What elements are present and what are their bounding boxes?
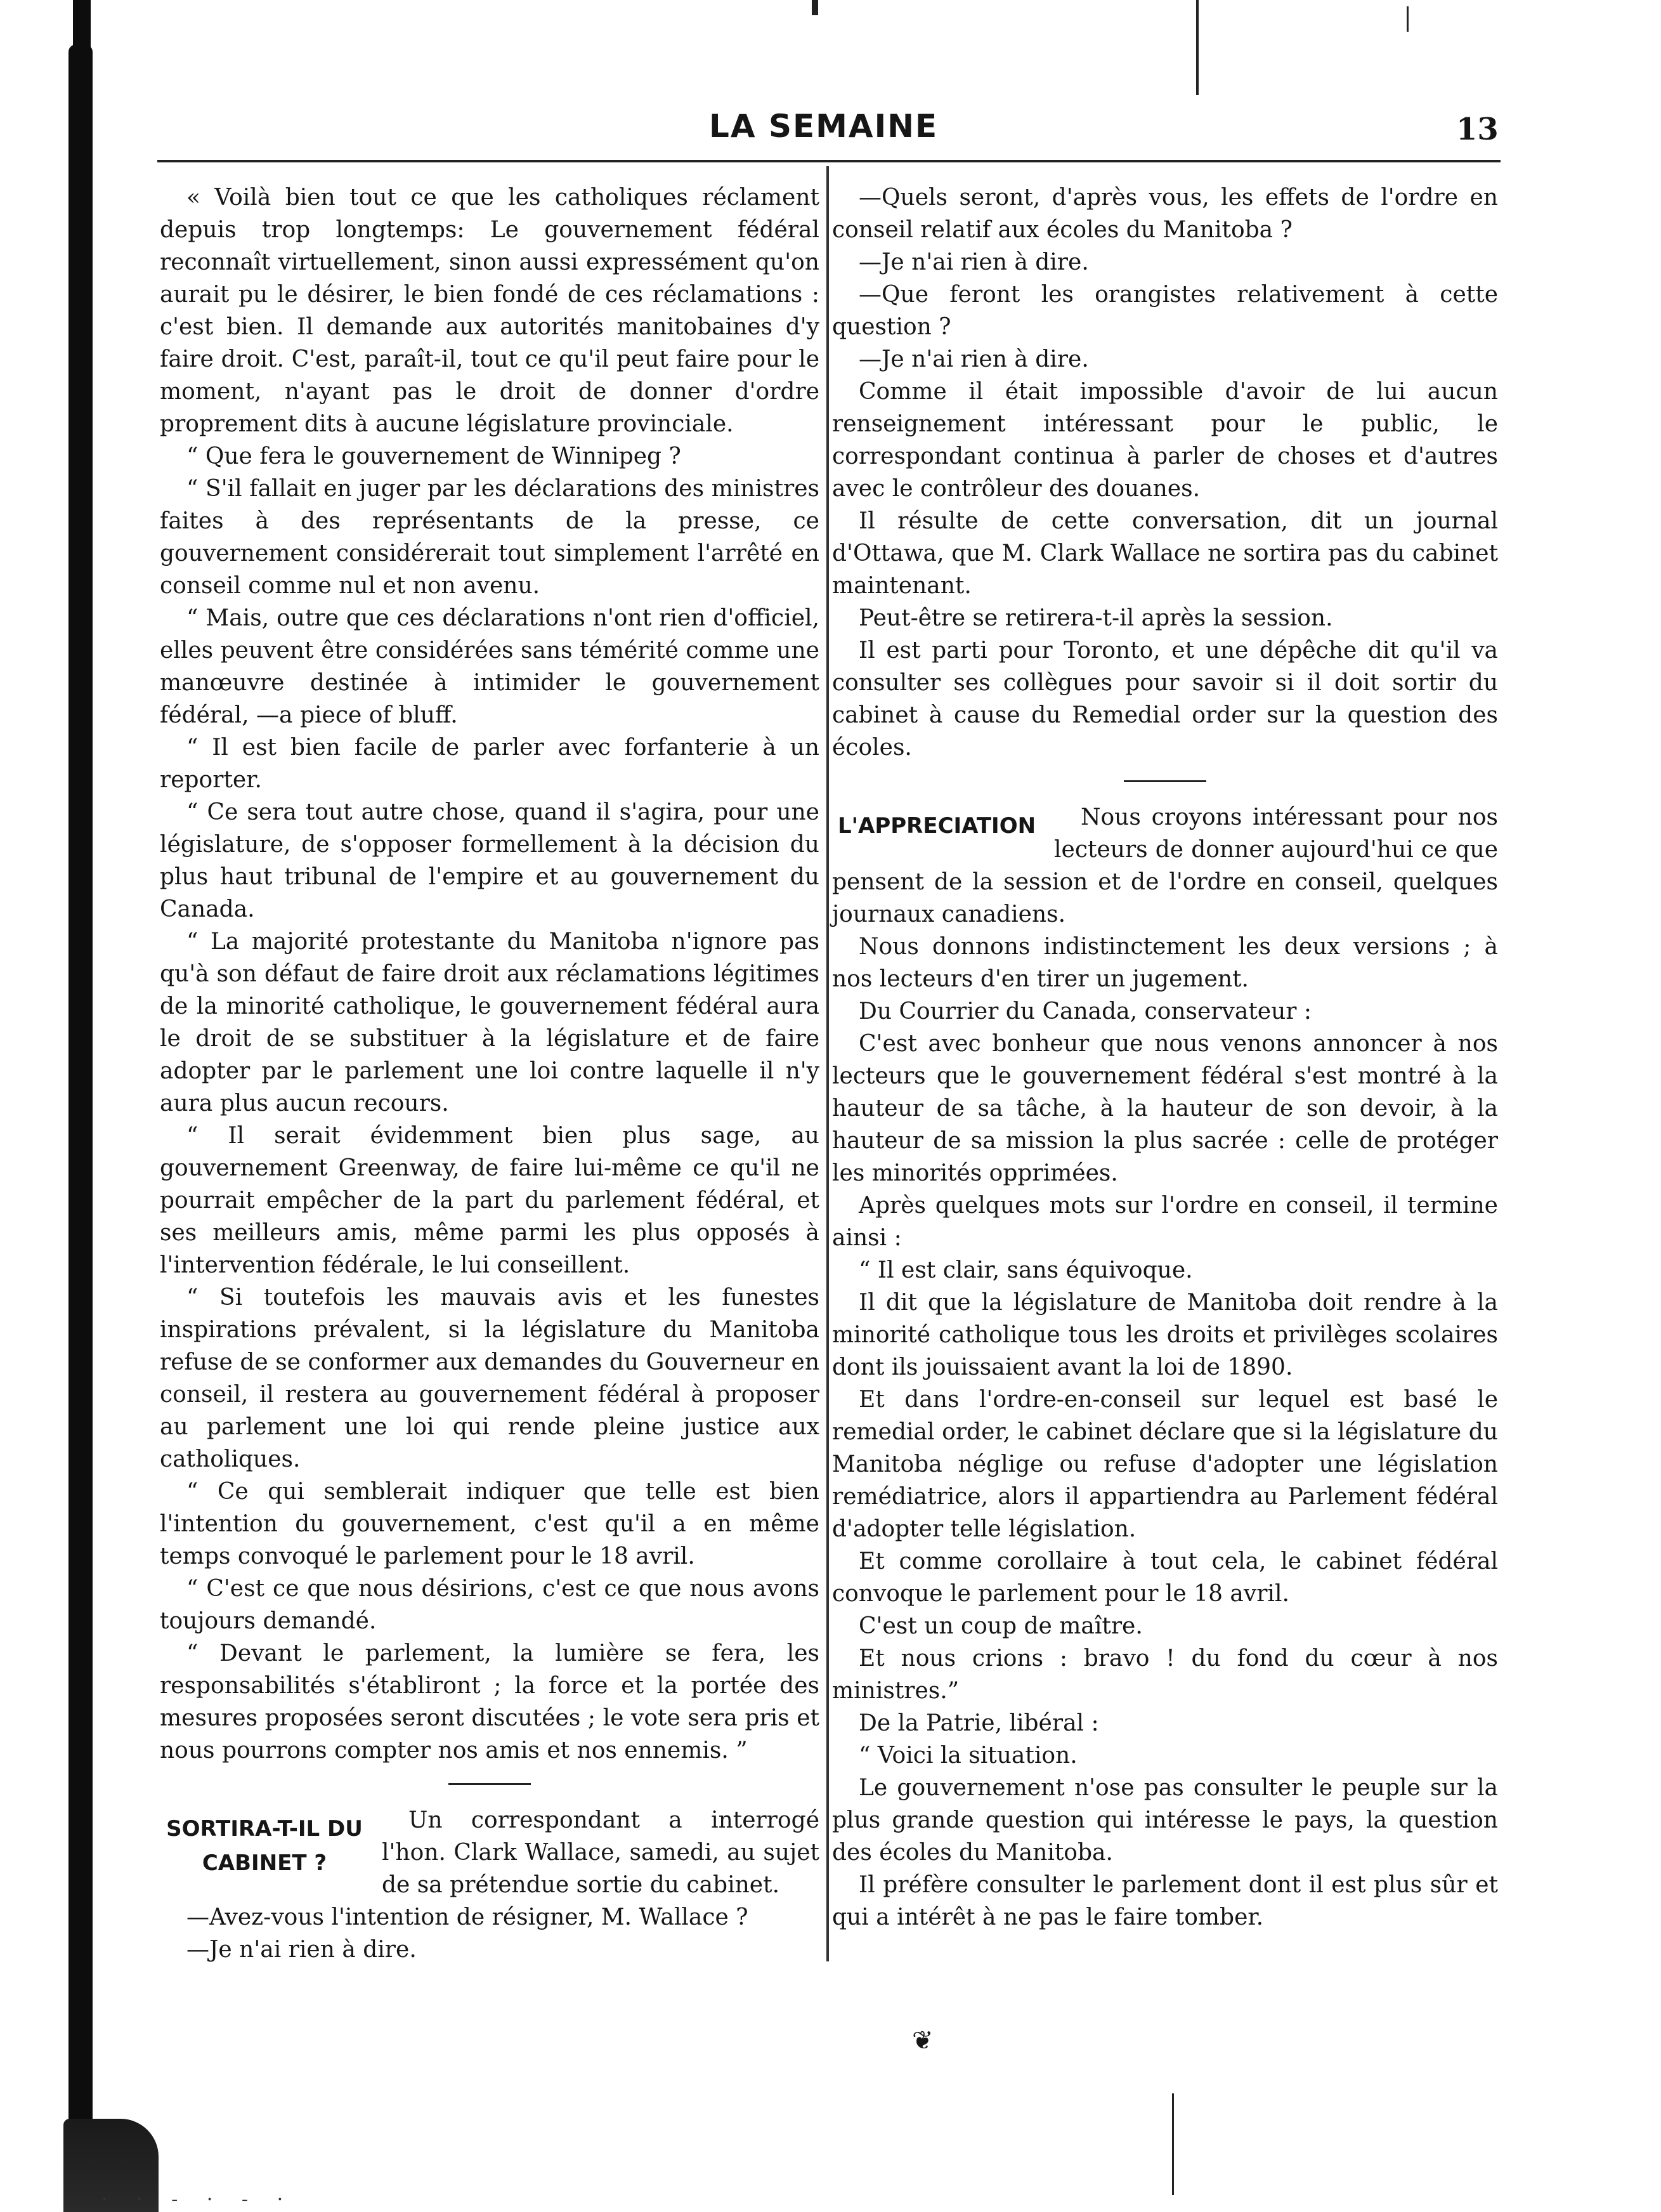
article-paragraph: —Quels seront, d'après vous, les effets de l'ordre en conseil relatif aux écoles du Manitoba ? [832, 185, 1498, 243]
article-paragraph: Peut-être se retirera-t-il après la session. [859, 605, 1333, 631]
article-paragraph: “ Il serait évidemment bien plus sage, au gouvernement Greenway, de faire lui-même ce qu'il ne pourrait empêcher de la part du parlement fédéral, et ses meilleurs amis, même parmi les plus opposés à l'intervention fédérale, le lui conseillent. [160, 1123, 819, 1278]
article-paragraph: Et nous crions : bravo ! du fond du cœur à nos ministres.” [832, 1646, 1498, 1704]
article-paragraph: Et comme corollaire à tout cela, le cabinet fédéral convoque le parlement pour le 18 avril. [832, 1548, 1498, 1607]
article-paragraph: « Voilà bien tout ce que les catholiques réclament depuis trop longtemps: Le gouvernement fédéral reconnaît virtuellement, sinon aussi expressément qu'on aurait pu le désirer, le bien fondé de ces réclamations : c'est bien. Il demande aux autorités manitobaines d'y faire droit. C'est, paraît-il, tout ce qu'il peut faire pour le moment, n'ayant pas le droit de donner d'ordre proprement dits à aucune législature provinciale. [160, 185, 819, 437]
article-paragraph: —Je n'ai rien à dire. [859, 346, 1089, 372]
article-paragraph: “ S'il fallait en juger par les déclarations des ministres faites à des représentants de la presse, ce gouvernement considérerait tout simplement l'arrêté en conseil comme nul et non avenu. [160, 476, 819, 599]
article-paragraph: Il est parti pour Toronto, et une dépêche dit qu'il va consulter ses collègues pour savoir si il doit sortir du cabinet à cause du Remedial order sur la question des écoles. [832, 638, 1498, 761]
article-paragraph: “ Voici la situation. [859, 1743, 1078, 1769]
article-paragraph: Comme il était impossible d'avoir de lui aucun renseignement intéressant pour le public, le correspondant continua à parler de choses et d'autres avec le contrôleur des douanes. [832, 379, 1498, 502]
article-paragraph: “ Que fera le gouvernement de Winnipeg ? [186, 443, 681, 469]
article-paragraph: C'est avec bonheur que nous venons annoncer à nos lecteurs que le gouvernement fédéral s'est montré à la hauteur de sa tâche, à la hauteur de son devoir, à la hauteur de sa mission la plus sacrée : celle de protéger les minorités opprimées. [832, 1031, 1498, 1186]
article-paragraph: “ Devant le parlement, la lumière se fera, les responsabilités s'établiront ; la force et la portée des mesures proposées seront discutées ; le vote sera pris et nous pourrons compter nos amis et nos ennemis. ” [160, 1640, 819, 1764]
article-paragraph: “ C'est ce que nous désirions, c'est ce que nous avons toujours demandé. [160, 1576, 819, 1634]
article-paragraph: “ Mais, outre que ces déclarations n'ont rien d'officiel, elles peuvent être considérées sans témérité comme une manœuvre destinée à intimider le gouvernement fédéral, —a piece of bluff. [160, 605, 819, 728]
article-paragraph: Un correspondant a interrogé l'hon. Clark Wallace, samedi, au sujet de sa prétendue sortie du cabinet. [382, 1807, 819, 1898]
article-paragraph: Et dans l'ordre-en-conseil sur lequel est basé le remedial order, le cabinet déclare que si la législature du Manitoba néglige ou refuse d'adopter une législation remédiatrice, alors il appartiendra au Parlement fédéral d'adopter telle législation. [832, 1387, 1498, 1542]
scan-footer-marks: · · - · - · [101, 2189, 295, 2211]
article-paragraph: “ Il est clair, sans équivoque. [859, 1257, 1193, 1283]
article-paragraph: —Avez-vous l'intention de résigner, M. Wallace ? [186, 1904, 748, 1930]
running-title: LA SEMAINE [709, 108, 939, 145]
article-paragraph: Le gouvernement n'ose pas consulter le peuple sur la plus grande question qui intéresse le pays, la question des écoles du Manitoba. [832, 1775, 1498, 1866]
ornament-glyph: ❦ [912, 2026, 934, 2055]
section-separator [1124, 780, 1206, 782]
scan-mark [1196, 0, 1199, 95]
article-paragraph: —Je n'ai rien à dire. [859, 249, 1089, 275]
section-separator [448, 1783, 531, 1785]
left-column [160, 181, 819, 1966]
right-column [832, 181, 1498, 1934]
section-sidehead: L'APPRECIATION [837, 813, 1036, 839]
article-paragraph: “ Si toutefois les mauvais avis et les funestes inspirations prévalent, si la législature du Manitoba refuse de se conformer aux demandes du Gouverneur en conseil, il restera au gouvernement fédéral à proposer au parlement une loi qui rende pleine justice aux catholiques. [160, 1285, 819, 1472]
article-paragraph: De la Patrie, libéral : [859, 1710, 1099, 1736]
article-paragraph: Nous donnons indistinctement les deux versions ; à nos lecteurs d'en tirer un jugement. [832, 934, 1498, 992]
section-sidehead: SORTIRA-T-IL DU CABINET ? [166, 1816, 363, 1876]
article-paragraph: Il dit que la législature de Manitoba doit rendre à la minorité catholique tous les droits et privilèges scolaires dont ils jouissaient avant la loi de 1890. [832, 1290, 1498, 1380]
page-header [0, 108, 1661, 159]
article-paragraph: —Que feront les orangistes relativement à cette question ? [832, 282, 1498, 340]
column-divider [826, 166, 829, 1961]
scan-mark [812, 0, 818, 15]
scan-mark [1407, 6, 1409, 32]
article-paragraph: C'est un coup de maître. [859, 1613, 1143, 1639]
header-rule [157, 160, 1501, 162]
article-paragraph: “ Ce sera tout autre chose, quand il s'agira, pour une législature, de s'opposer formellement à la décision du plus haut tribunal de l'empire et au gouvernement du Canada. [160, 799, 819, 922]
article-paragraph: Après quelques mots sur l'ordre en conseil, il termine ainsi : [832, 1193, 1498, 1251]
page-binding-edge [68, 44, 93, 2131]
article-paragraph: “ La majorité protestante du Manitoba n'ignore pas qu'à son défaut de faire droit aux réclamations légitimes de la minorité catholique, le gouvernement fédéral aura le droit de se substituer à la législature et de faire adopter par le parlement une loi contre laquelle il n'y aura plus aucun recours. [160, 929, 819, 1116]
article-paragraph: —Je n'ai rien à dire. [186, 1937, 417, 1963]
scan-mark [1172, 2093, 1174, 2195]
article-paragraph: “ Il est bien facile de parler avec forfanterie à un reporter. [160, 735, 819, 793]
article-paragraph: “ Ce qui semblerait indiquer que telle est bien l'intention du gouvernement, c'est qu'il a en même temps convoqué le parlement pour le 18 avril. [160, 1479, 819, 1569]
article-paragraph: Il résulte de cette conversation, dit un journal d'Ottawa, que M. Clark Wallace ne sortira pas du cabinet maintenant. [832, 508, 1498, 599]
page-number: 13 [1456, 112, 1499, 147]
article-paragraph: Du Courrier du Canada, conservateur : [859, 998, 1312, 1024]
article-paragraph: Nous croyons intéressant pour nos lecteurs de donner aujourd'hui ce que pensent de la session et de l'ordre en conseil, quelques journaux canadiens. [832, 804, 1498, 927]
article-paragraph: Il préfère consulter le parlement dont il est plus sûr et qui a intérêt à ne pas le faire tomber. [832, 1872, 1498, 1930]
